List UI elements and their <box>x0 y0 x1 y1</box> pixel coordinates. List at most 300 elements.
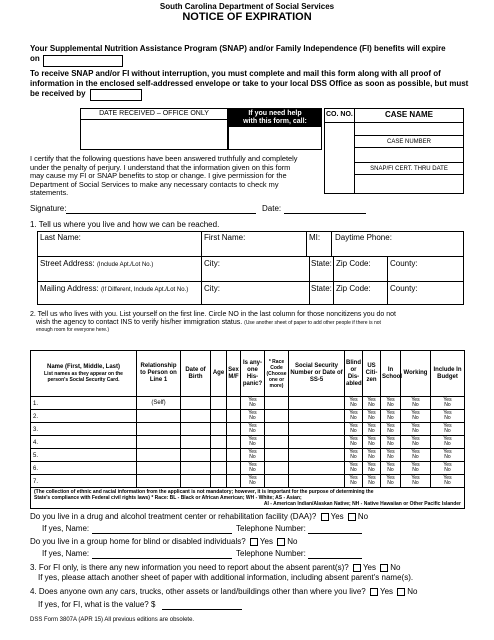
yes-option[interactable]: Yes <box>367 397 376 403</box>
no-label: No <box>357 512 369 521</box>
name-cell[interactable] <box>31 397 137 410</box>
ssn-cell[interactable] <box>289 423 345 436</box>
ssn-cell[interactable] <box>289 449 345 462</box>
age-cell[interactable] <box>211 436 227 449</box>
no-option[interactable]: No <box>350 402 357 408</box>
q2-note: (Use another sheet of paper to add other people if there is not <box>244 320 381 326</box>
hispanic-cell[interactable] <box>241 423 265 436</box>
certify-line: may cause my FI or SNAP benefits to stop or change. I give permission for the <box>30 171 287 180</box>
yes-option[interactable]: Yes <box>349 449 358 455</box>
sex-cell[interactable] <box>227 475 241 488</box>
no-option[interactable]: No <box>368 402 375 408</box>
group-telephone-field[interactable] <box>308 558 362 559</box>
citizen-cell[interactable] <box>363 475 381 488</box>
group-home-text: Do you live in a group home for blind or disabled individuals? <box>30 537 246 546</box>
hispanic-cell[interactable] <box>241 410 265 423</box>
race-cell[interactable] <box>265 397 289 410</box>
name-cell[interactable] <box>31 423 137 436</box>
no-label: No <box>390 563 401 572</box>
blind-cell[interactable] <box>345 397 363 410</box>
col-hispanic: Is any-one His-panic? <box>241 351 265 397</box>
yes-option[interactable]: Yes <box>248 436 257 442</box>
yes-option[interactable]: Yes <box>386 449 395 455</box>
help-box <box>228 108 322 150</box>
school-cell[interactable] <box>381 436 401 449</box>
yes-option[interactable]: Yes <box>349 423 358 429</box>
daa-telephone-label: Telephone Number: <box>236 524 306 533</box>
no-option[interactable]: No <box>387 415 394 421</box>
yes-option[interactable]: Yes <box>349 436 358 442</box>
yes-option[interactable]: Yes <box>443 410 452 416</box>
no-option[interactable]: No <box>368 415 375 421</box>
no-option[interactable]: No <box>444 428 451 434</box>
budget-cell[interactable] <box>431 475 465 488</box>
school-cell[interactable] <box>381 397 401 410</box>
yes-option[interactable]: Yes <box>443 462 452 468</box>
mailing-county-field[interactable]: County: <box>390 284 418 293</box>
no-option[interactable]: No <box>249 480 256 486</box>
dob-cell[interactable] <box>181 423 211 436</box>
row-number: 2. <box>33 414 39 420</box>
hispanic-cell[interactable] <box>241 462 265 475</box>
age-cell[interactable] <box>211 449 227 462</box>
co-no-label: CO. NO. <box>326 111 353 118</box>
blind-cell[interactable] <box>345 475 363 488</box>
budget-cell[interactable] <box>431 449 465 462</box>
hispanic-cell[interactable] <box>241 475 265 488</box>
working-cell[interactable] <box>401 462 431 475</box>
yes-option[interactable]: Yes <box>443 423 452 429</box>
name-cell[interactable] <box>31 449 137 462</box>
certify-line: under the penalty of perjury. I understand that the information given on this form <box>30 162 291 172</box>
no-option[interactable]: No <box>412 402 419 408</box>
yes-option[interactable]: Yes <box>411 410 420 416</box>
yes-option[interactable]: Yes <box>411 436 420 442</box>
budget-cell[interactable] <box>431 410 465 423</box>
working-cell[interactable] <box>401 410 431 423</box>
ssn-cell[interactable] <box>289 475 345 488</box>
citizen-cell[interactable] <box>363 423 381 436</box>
row-number: 6. <box>33 466 39 472</box>
yes-option[interactable]: Yes <box>411 462 420 468</box>
address-col3 <box>331 231 332 256</box>
yes-option[interactable]: Yes <box>443 436 452 442</box>
no-option[interactable]: No <box>444 480 451 486</box>
relationship-cell[interactable] <box>137 449 181 462</box>
sex-cell[interactable] <box>227 423 241 436</box>
no-option[interactable]: No <box>412 454 419 460</box>
yes-option[interactable]: Yes <box>411 397 420 403</box>
col-relationship: Relationship to Person on Line 1 <box>137 351 181 397</box>
name-cell[interactable] <box>31 436 137 449</box>
yes-option[interactable]: Yes <box>367 449 376 455</box>
budget-cell[interactable] <box>431 397 465 410</box>
name-cell[interactable] <box>31 410 137 423</box>
budget-cell[interactable] <box>431 423 465 436</box>
yes-option[interactable]: Yes <box>411 449 420 455</box>
hispanic-cell[interactable] <box>241 436 265 449</box>
address-col2 <box>306 231 307 256</box>
yes-option[interactable]: Yes <box>349 462 358 468</box>
received-by-field[interactable] <box>90 89 142 101</box>
no-option[interactable]: No <box>368 480 375 486</box>
yes-option[interactable]: Yes <box>367 423 376 429</box>
yes-option[interactable]: Yes <box>349 397 358 403</box>
col-name-sub: person's Social Security Card. <box>47 377 120 383</box>
yes-option[interactable]: Yes <box>349 475 358 481</box>
yes-option[interactable]: Yes <box>367 475 376 481</box>
address-col1 <box>201 231 202 305</box>
no-option[interactable]: No <box>444 441 451 447</box>
no-option[interactable]: No <box>412 441 419 447</box>
dob-cell[interactable] <box>181 475 211 488</box>
yes-label: Yes <box>330 512 344 521</box>
relationship-cell[interactable] <box>137 423 181 436</box>
col-citizen: US Citi-zen <box>363 351 381 397</box>
address-line1 <box>37 256 464 257</box>
age-cell[interactable] <box>211 410 227 423</box>
hispanic-cell[interactable] <box>241 449 265 462</box>
ssn-cell[interactable] <box>289 410 345 423</box>
race-footnote <box>31 488 465 509</box>
mailing-label: Mailing Address: <box>40 284 99 293</box>
no-label: No <box>287 537 298 546</box>
q2-text <box>30 311 470 333</box>
col-school: In School <box>381 351 401 397</box>
first-name-field[interactable]: First Name: <box>204 233 246 242</box>
blind-cell[interactable] <box>345 449 363 462</box>
date-received-box[interactable] <box>80 108 228 150</box>
dob-cell[interactable] <box>181 410 211 423</box>
q4-value-field[interactable] <box>162 609 242 610</box>
yes-option[interactable]: Yes <box>248 397 257 403</box>
age-cell[interactable] <box>211 423 227 436</box>
yes-label: Yes <box>379 587 394 596</box>
group-telephone-label: Telephone Number: <box>236 549 306 558</box>
no-option[interactable]: No <box>387 480 394 486</box>
table-row <box>31 423 465 436</box>
yes-option[interactable]: Yes <box>386 423 395 429</box>
instructions-line2: information in the enclosed self-addressed envelope or take to your local DSS Office as soon as possible, but must <box>30 79 469 88</box>
no-option[interactable]: No <box>444 454 451 460</box>
no-option[interactable]: No <box>350 454 357 460</box>
no-option[interactable]: No <box>387 441 394 447</box>
page-title: NOTICE OF EXPIRATION <box>182 11 312 23</box>
no-option[interactable]: No <box>387 402 394 408</box>
citizen-cell[interactable] <box>363 397 381 410</box>
yes-option[interactable]: Yes <box>367 462 376 468</box>
col-name-label: Name (First, Middle, Last) <box>46 364 120 370</box>
no-option[interactable]: No <box>249 441 256 447</box>
yes-option[interactable]: Yes <box>386 462 395 468</box>
no-option[interactable]: No <box>368 454 375 460</box>
yes-option[interactable]: Yes <box>386 410 395 416</box>
sex-cell[interactable] <box>227 436 241 449</box>
citizen-cell[interactable] <box>363 410 381 423</box>
no-option[interactable]: No <box>350 415 357 421</box>
yes-option[interactable]: Yes <box>386 475 395 481</box>
case-name-label: CASE NAME <box>384 110 433 119</box>
no-option[interactable]: No <box>350 467 357 473</box>
ssn-cell[interactable] <box>289 436 345 449</box>
col-working: Working <box>401 351 431 397</box>
col-name <box>31 351 137 397</box>
case-row-line4 <box>354 162 464 163</box>
ssn-cell[interactable] <box>289 462 345 475</box>
daytime-phone-field[interactable]: Daytime Phone: <box>335 233 392 242</box>
yes-option[interactable]: Yes <box>367 410 376 416</box>
q2-line3: enough room for everyone here.) <box>36 327 110 333</box>
col-budget: Include In Budget <box>431 351 465 397</box>
certify-line: Department of Social Services to make any necessary contacts to check my <box>30 179 279 189</box>
mailing-zip-field[interactable]: Zip Code: <box>336 284 371 293</box>
case-divider <box>354 108 355 194</box>
q1-text: 1. Tell us where you live and how we can be reached. <box>30 220 220 229</box>
case-box <box>324 108 464 194</box>
blind-cell[interactable] <box>345 410 363 423</box>
no-option[interactable]: No <box>249 415 256 421</box>
agency-name: South Carolina Department of Social Services <box>159 2 335 11</box>
table-row <box>31 436 465 449</box>
no-option[interactable]: No <box>412 428 419 434</box>
yes-label: Yes <box>362 563 376 572</box>
daa-text: Do you live in a drug and alcohol treatment center or rehabilitation facility (DAA)? <box>30 512 317 521</box>
yes-option[interactable]: Yes <box>411 423 420 429</box>
citizen-cell[interactable] <box>363 462 381 475</box>
ssn-cell[interactable] <box>289 397 345 410</box>
no-option[interactable]: No <box>249 428 256 434</box>
no-option[interactable]: No <box>387 428 394 434</box>
date-received-label: DATE RECEIVED – OFFICE ONLY <box>81 109 227 120</box>
sex-cell[interactable] <box>227 449 241 462</box>
no-option[interactable]: No <box>368 467 375 473</box>
help-header <box>229 109 321 127</box>
sex-cell[interactable] <box>227 410 241 423</box>
q4-yes-checkbox[interactable] <box>370 588 378 596</box>
age-cell[interactable] <box>211 475 227 488</box>
dob-cell[interactable] <box>181 436 211 449</box>
yes-option[interactable]: Yes <box>443 449 452 455</box>
case-row-line1 <box>324 122 464 123</box>
no-option[interactable]: No <box>444 467 451 473</box>
county-field[interactable]: County: <box>390 259 418 268</box>
address-col6 <box>387 256 388 305</box>
mailing-address-field[interactable] <box>40 284 188 294</box>
q3-yes-checkbox[interactable] <box>353 564 361 572</box>
table-row <box>31 397 465 410</box>
expire-date-field[interactable] <box>43 55 123 67</box>
mailing-state-field[interactable]: State: <box>311 284 332 293</box>
no-option[interactable]: No <box>444 415 451 421</box>
q4-value-label: If yes, for FI, what is the value? $ <box>38 600 156 609</box>
budget-cell[interactable] <box>431 462 465 475</box>
table-row <box>31 410 465 423</box>
relationship-cell[interactable] <box>137 436 181 449</box>
no-option[interactable]: No <box>387 467 394 473</box>
school-cell[interactable] <box>381 449 401 462</box>
state-field[interactable]: State: <box>311 259 332 268</box>
race-cell[interactable] <box>265 436 289 449</box>
working-cell[interactable] <box>401 423 431 436</box>
q3-question <box>30 563 400 573</box>
q2-line2: wish the agency to contact INS to verify his/her immigration status. <box>36 319 243 326</box>
relationship-cell[interactable] <box>137 475 181 488</box>
q4-no-checkbox[interactable] <box>397 588 405 596</box>
no-option[interactable]: No <box>412 467 419 473</box>
yes-option[interactable]: Yes <box>386 397 395 403</box>
yes-option[interactable]: Yes <box>248 462 257 468</box>
no-option[interactable]: No <box>368 428 375 434</box>
signature-field[interactable] <box>66 213 256 214</box>
cert-thru-label: SNAP/FI CERT. THRU DATE <box>370 166 448 172</box>
zip-field[interactable]: Zip Code: <box>336 259 371 268</box>
sex-cell[interactable] <box>227 397 241 410</box>
city-field[interactable]: City: <box>204 259 220 268</box>
blind-cell[interactable] <box>345 423 363 436</box>
hispanic-cell[interactable] <box>241 397 265 410</box>
daa-question <box>30 512 368 522</box>
table-header-row <box>31 351 465 397</box>
signature-label: Signature: <box>30 204 67 213</box>
working-cell[interactable] <box>401 449 431 462</box>
help-line1: If you need help <box>248 110 302 117</box>
q3-no-checkbox[interactable] <box>380 564 388 572</box>
q3-text: 3. For FI only, is there any new information you need to report about the absent parent(s)? <box>30 563 349 572</box>
budget-cell[interactable] <box>431 436 465 449</box>
blind-cell[interactable] <box>345 462 363 475</box>
street-address-field[interactable] <box>40 259 153 269</box>
yes-option[interactable]: Yes <box>443 475 452 481</box>
dob-cell[interactable] <box>181 462 211 475</box>
group-home-yes-checkbox[interactable] <box>250 538 258 546</box>
footnote-line: AI - American Indian/Alaskan Native; NH - Native Hawaiian or Other Pacific Islander <box>263 501 461 507</box>
mi-field[interactable]: MI: <box>309 233 321 242</box>
no-option[interactable]: No <box>412 415 419 421</box>
q2-line1: 2. Tell us who lives with you. List yourself on the first line. Circle NO in the last column for those noncitizens you do not <box>30 311 396 318</box>
no-option[interactable]: No <box>249 467 256 473</box>
last-name-field[interactable]: Last Name: <box>40 233 81 242</box>
school-cell[interactable] <box>381 410 401 423</box>
yes-option[interactable]: Yes <box>248 449 257 455</box>
daa-no-checkbox[interactable] <box>348 513 356 521</box>
table-row <box>31 475 465 488</box>
case-row-line5 <box>354 174 464 175</box>
address-col4 <box>309 256 310 305</box>
working-cell[interactable] <box>401 475 431 488</box>
daa-yes-checkbox[interactable] <box>321 513 329 521</box>
address-line2 <box>37 281 464 282</box>
case-row-line2 <box>354 135 464 136</box>
daa-telephone-field[interactable] <box>308 533 362 534</box>
citizen-cell[interactable] <box>363 449 381 462</box>
no-label: No <box>407 587 418 596</box>
school-cell[interactable] <box>381 462 401 475</box>
q4-text: 4. Does anyone own any cars, trucks, other assets or land/buildings other than where you live? <box>30 587 366 596</box>
household-table <box>30 350 465 509</box>
citizen-cell[interactable] <box>363 436 381 449</box>
race-cell[interactable] <box>265 423 289 436</box>
case-number-label: CASE NUMBER <box>386 139 431 145</box>
group-home-no-checkbox[interactable] <box>277 538 285 546</box>
dob-cell[interactable] <box>181 449 211 462</box>
race-cell[interactable] <box>265 410 289 423</box>
col-race: * Race Code (Choose one or more) <box>265 351 289 397</box>
group-if-yes-name-label: If yes, Name: <box>42 549 90 558</box>
col-sex: Sex M/F <box>227 351 241 397</box>
col-ssn: Social Security Number or Date of SS-5 <box>289 351 345 397</box>
no-option[interactable]: No <box>350 480 357 486</box>
relationship-cell[interactable]: (Self) <box>137 397 181 410</box>
blind-cell[interactable] <box>345 436 363 449</box>
yes-option[interactable]: Yes <box>443 397 452 403</box>
yes-option[interactable]: Yes <box>248 475 257 481</box>
no-option[interactable]: No <box>368 441 375 447</box>
working-cell[interactable] <box>401 436 431 449</box>
mailing-note: (If Different, Include Apt./Lot No.) <box>100 287 189 293</box>
group-home-question <box>30 537 297 547</box>
age-cell[interactable] <box>211 397 227 410</box>
help-line2: with this form, call: <box>243 118 307 125</box>
yes-option[interactable]: Yes <box>386 436 395 442</box>
working-cell[interactable] <box>401 397 431 410</box>
school-cell[interactable] <box>381 423 401 436</box>
yes-option[interactable]: Yes <box>248 410 257 416</box>
no-option[interactable]: No <box>249 454 256 460</box>
footnote-line: (The collection of ethnic and racial information from the applicant is not mandatory; however, it is important for the purpose of determining the <box>34 489 374 495</box>
expire-text: Your Supplemental Nutrition Assistance Program (SNAP) and/or Family Independence (FI) benefits will expire <box>30 44 446 53</box>
yes-option[interactable]: Yes <box>349 410 358 416</box>
no-option[interactable]: No <box>412 480 419 486</box>
daa-name-field[interactable] <box>92 533 232 534</box>
race-cell[interactable] <box>265 449 289 462</box>
q4-question <box>30 587 418 597</box>
no-option[interactable]: No <box>350 428 357 434</box>
date-label: Date: <box>262 204 282 213</box>
group-name-field[interactable] <box>92 558 232 559</box>
daa-if-yes-name-label: If yes, Name: <box>42 524 90 533</box>
table-row <box>31 462 465 475</box>
relationship-cell[interactable] <box>137 410 181 423</box>
yes-option[interactable]: Yes <box>367 436 376 442</box>
relationship-cell[interactable] <box>137 462 181 475</box>
yes-option[interactable]: Yes <box>411 475 420 481</box>
name-cell[interactable] <box>31 462 137 475</box>
footnote-row <box>31 488 465 509</box>
no-option[interactable]: No <box>350 441 357 447</box>
no-option[interactable]: No <box>444 402 451 408</box>
dob-cell[interactable] <box>181 397 211 410</box>
no-option[interactable]: No <box>249 402 256 408</box>
no-option[interactable]: No <box>387 454 394 460</box>
date-field[interactable] <box>284 213 366 214</box>
mailing-city-field[interactable]: City: <box>204 284 220 293</box>
case-row-line3 <box>354 147 464 148</box>
race-cell[interactable] <box>265 462 289 475</box>
name-cell[interactable] <box>31 475 137 488</box>
street-label: Street Address: <box>40 259 95 268</box>
race-cell[interactable] <box>265 475 289 488</box>
col-dob: Date of Birth <box>181 351 211 397</box>
age-cell[interactable] <box>211 462 227 475</box>
sex-cell[interactable] <box>227 462 241 475</box>
instructions-line1: To receive SNAP and/or FI without interruption, you must complete and mail this form along with all proof of <box>30 69 441 78</box>
yes-option[interactable]: Yes <box>248 423 257 429</box>
table-row <box>31 449 465 462</box>
on-label: on <box>30 54 40 63</box>
school-cell[interactable] <box>381 475 401 488</box>
col-name-sub: List names as they appear on the <box>44 371 123 377</box>
certify-line: I certify that the following questions have been answered truthfully and completely <box>30 154 298 163</box>
